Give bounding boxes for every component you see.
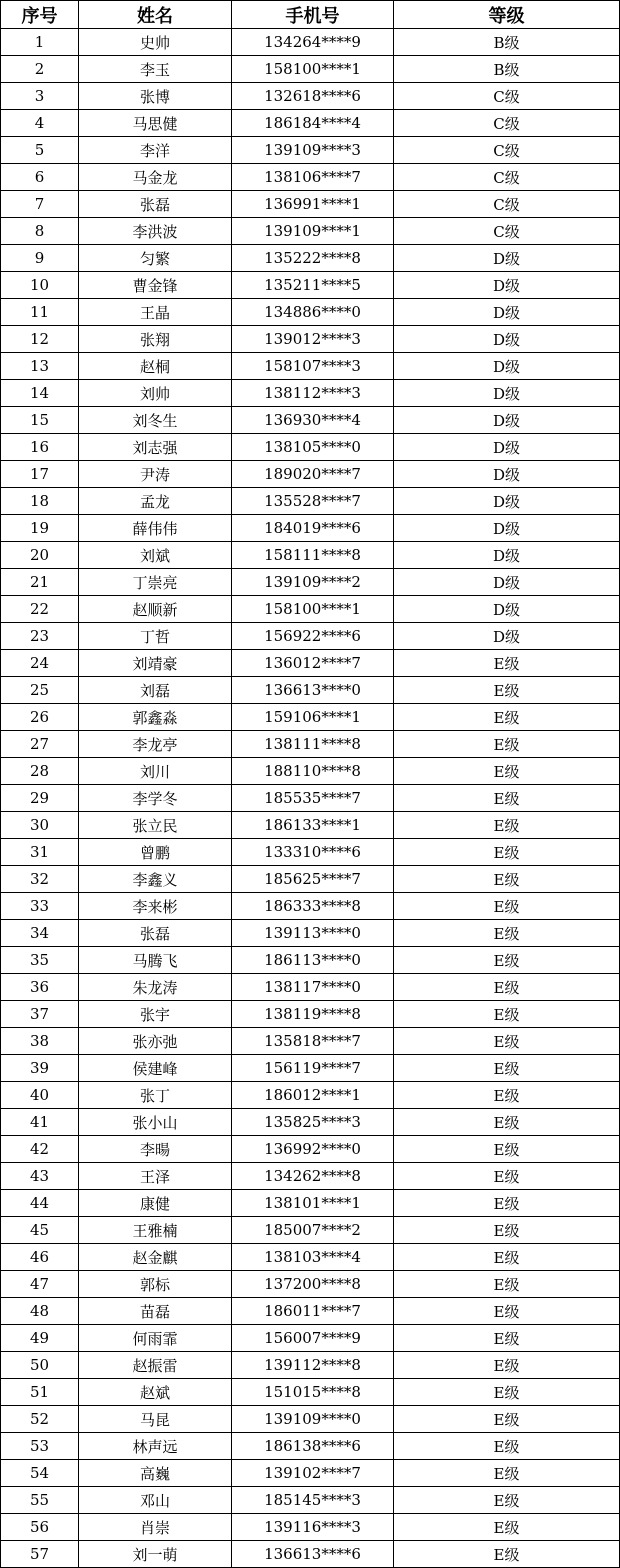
table-row [1, 1055, 620, 1082]
cell-phone: 186012****1 [232, 1082, 394, 1109]
cell-name: 赵桐 [79, 353, 232, 380]
cell-name: 刘川 [79, 758, 232, 785]
cell-level: E级 [394, 1298, 620, 1325]
table-row [1, 1136, 620, 1163]
table-row [1, 1163, 620, 1190]
cell-level: E级 [394, 1190, 620, 1217]
cell-name: 刘志强 [79, 434, 232, 461]
cell-name: 邓山 [79, 1487, 232, 1514]
cell-name: 张立民 [79, 812, 232, 839]
cell-level: E级 [394, 974, 620, 1001]
cell-phone: 186133****1 [232, 812, 394, 839]
table-row [1, 272, 620, 299]
cell-phone: 136991****1 [232, 191, 394, 218]
cell-index: 21 [1, 569, 79, 596]
cell-index: 35 [1, 947, 79, 974]
cell-index: 2 [1, 56, 79, 83]
cell-phone: 151015****8 [232, 1379, 394, 1406]
cell-phone: 188110****8 [232, 758, 394, 785]
cell-name: 何雨霏 [79, 1325, 232, 1352]
cell-phone: 186113****0 [232, 947, 394, 974]
cell-name: 马金龙 [79, 164, 232, 191]
cell-level: E级 [394, 758, 620, 785]
table-row [1, 704, 620, 731]
cell-name: 高巍 [79, 1460, 232, 1487]
cell-name: 林声远 [79, 1433, 232, 1460]
cell-phone: 186184****4 [232, 110, 394, 137]
cell-index: 51 [1, 1379, 79, 1406]
cell-level: D级 [394, 407, 620, 434]
cell-phone: 138117****0 [232, 974, 394, 1001]
cell-phone: 138103****4 [232, 1244, 394, 1271]
table-row [1, 515, 620, 542]
cell-level: E级 [394, 893, 620, 920]
cell-phone: 158100****1 [232, 596, 394, 623]
header-row [1, 1, 620, 29]
cell-level: E级 [394, 1217, 620, 1244]
cell-level: E级 [394, 1109, 620, 1136]
cell-level: E级 [394, 1406, 620, 1433]
cell-phone: 135528****7 [232, 488, 394, 515]
cell-phone: 185007****2 [232, 1217, 394, 1244]
cell-level: D级 [394, 623, 620, 650]
cell-name: 张博 [79, 83, 232, 110]
cell-index: 42 [1, 1136, 79, 1163]
cell-index: 17 [1, 461, 79, 488]
cell-level: B级 [394, 29, 620, 56]
cell-index: 13 [1, 353, 79, 380]
cell-phone: 136613****0 [232, 677, 394, 704]
cell-phone: 138101****1 [232, 1190, 394, 1217]
cell-index: 5 [1, 137, 79, 164]
cell-name: 薛伟伟 [79, 515, 232, 542]
cell-index: 38 [1, 1028, 79, 1055]
cell-name: 苗磊 [79, 1298, 232, 1325]
cell-phone: 139102****7 [232, 1460, 394, 1487]
cell-index: 56 [1, 1514, 79, 1541]
table-row [1, 1541, 620, 1568]
cell-phone: 139116****3 [232, 1514, 394, 1541]
cell-index: 12 [1, 326, 79, 353]
cell-phone: 185145****3 [232, 1487, 394, 1514]
cell-level: E级 [394, 677, 620, 704]
cell-phone: 135222****8 [232, 245, 394, 272]
table-row [1, 1082, 620, 1109]
table-row [1, 461, 620, 488]
table-row [1, 407, 620, 434]
cell-index: 22 [1, 596, 79, 623]
cell-level: D级 [394, 326, 620, 353]
cell-index: 25 [1, 677, 79, 704]
cell-phone: 135825****3 [232, 1109, 394, 1136]
table-row [1, 218, 620, 245]
cell-index: 48 [1, 1298, 79, 1325]
cell-level: D级 [394, 353, 620, 380]
cell-phone: 136930****4 [232, 407, 394, 434]
cell-index: 9 [1, 245, 79, 272]
table-row [1, 1271, 620, 1298]
cell-index: 31 [1, 839, 79, 866]
table-row [1, 1352, 620, 1379]
cell-name: 马腾飞 [79, 947, 232, 974]
cell-level: E级 [394, 1379, 620, 1406]
table-row [1, 83, 620, 110]
cell-level: E级 [394, 839, 620, 866]
cell-level: C级 [394, 137, 620, 164]
cell-level: D级 [394, 515, 620, 542]
cell-name: 张磊 [79, 920, 232, 947]
cell-phone: 185625****7 [232, 866, 394, 893]
cell-index: 1 [1, 29, 79, 56]
table-row [1, 434, 620, 461]
cell-phone: 139112****8 [232, 1352, 394, 1379]
cell-name: 王晶 [79, 299, 232, 326]
cell-phone: 134886****0 [232, 299, 394, 326]
cell-phone: 135211****5 [232, 272, 394, 299]
cell-level: E级 [394, 1136, 620, 1163]
cell-name: 张翔 [79, 326, 232, 353]
cell-index: 34 [1, 920, 79, 947]
cell-name: 李洪波 [79, 218, 232, 245]
cell-index: 49 [1, 1325, 79, 1352]
cell-level: E级 [394, 1541, 620, 1568]
cell-index: 16 [1, 434, 79, 461]
cell-phone: 156007****9 [232, 1325, 394, 1352]
cell-index: 53 [1, 1433, 79, 1460]
cell-name: 肖崇 [79, 1514, 232, 1541]
cell-level: E级 [394, 812, 620, 839]
table-row [1, 920, 620, 947]
cell-index: 10 [1, 272, 79, 299]
cell-name: 刘一萌 [79, 1541, 232, 1568]
cell-name: 李龙亭 [79, 731, 232, 758]
table-row [1, 137, 620, 164]
table-row [1, 731, 620, 758]
cell-phone: 156922****6 [232, 623, 394, 650]
cell-phone: 138111****8 [232, 731, 394, 758]
cell-level: E级 [394, 1460, 620, 1487]
cell-level: E级 [394, 1055, 620, 1082]
cell-index: 40 [1, 1082, 79, 1109]
cell-name: 张小山 [79, 1109, 232, 1136]
header-index: 序号 [1, 1, 79, 29]
cell-index: 44 [1, 1190, 79, 1217]
table-row [1, 353, 620, 380]
cell-phone: 186011****7 [232, 1298, 394, 1325]
cell-index: 15 [1, 407, 79, 434]
cell-index: 37 [1, 1001, 79, 1028]
table-row [1, 326, 620, 353]
cell-name: 李来彬 [79, 893, 232, 920]
cell-level: E级 [394, 650, 620, 677]
cell-index: 11 [1, 299, 79, 326]
cell-level: D级 [394, 299, 620, 326]
table-row [1, 191, 620, 218]
cell-phone: 134262****8 [232, 1163, 394, 1190]
cell-index: 50 [1, 1352, 79, 1379]
cell-phone: 139109****0 [232, 1406, 394, 1433]
table-row [1, 1379, 620, 1406]
cell-level: D级 [394, 245, 620, 272]
cell-level: D级 [394, 596, 620, 623]
cell-index: 3 [1, 83, 79, 110]
cell-index: 33 [1, 893, 79, 920]
cell-name: 史帅 [79, 29, 232, 56]
table-row [1, 164, 620, 191]
table-row [1, 542, 620, 569]
cell-level: E级 [394, 1325, 620, 1352]
cell-name: 张亦弛 [79, 1028, 232, 1055]
cell-level: E级 [394, 947, 620, 974]
cell-level: E级 [394, 1433, 620, 1460]
cell-phone: 158100****1 [232, 56, 394, 83]
cell-index: 24 [1, 650, 79, 677]
cell-level: E级 [394, 866, 620, 893]
cell-index: 52 [1, 1406, 79, 1433]
cell-phone: 139109****1 [232, 218, 394, 245]
cell-index: 57 [1, 1541, 79, 1568]
cell-name: 李玉 [79, 56, 232, 83]
cell-name: 张丁 [79, 1082, 232, 1109]
cell-level: B级 [394, 56, 620, 83]
cell-index: 4 [1, 110, 79, 137]
cell-phone: 135818****7 [232, 1028, 394, 1055]
cell-level: C级 [394, 83, 620, 110]
cell-level: E级 [394, 1001, 620, 1028]
cell-index: 36 [1, 974, 79, 1001]
table-row [1, 380, 620, 407]
cell-phone: 136992****0 [232, 1136, 394, 1163]
header-name: 姓名 [79, 1, 232, 29]
cell-level: E级 [394, 785, 620, 812]
table-row [1, 1433, 620, 1460]
cell-index: 47 [1, 1271, 79, 1298]
cell-phone: 138112****3 [232, 380, 394, 407]
cell-name: 刘帅 [79, 380, 232, 407]
table-row [1, 29, 620, 56]
cell-level: E级 [394, 1244, 620, 1271]
cell-name: 赵金麒 [79, 1244, 232, 1271]
cell-phone: 136012****7 [232, 650, 394, 677]
table-row [1, 299, 620, 326]
cell-level: E级 [394, 1487, 620, 1514]
cell-index: 26 [1, 704, 79, 731]
cell-name: 丁哲 [79, 623, 232, 650]
table-row [1, 866, 620, 893]
cell-index: 27 [1, 731, 79, 758]
table-row [1, 1325, 620, 1352]
cell-phone: 139012****3 [232, 326, 394, 353]
cell-index: 18 [1, 488, 79, 515]
cell-name: 李学冬 [79, 785, 232, 812]
cell-name: 赵斌 [79, 1379, 232, 1406]
cell-name: 刘冬生 [79, 407, 232, 434]
cell-level: E级 [394, 1514, 620, 1541]
table-row [1, 1109, 620, 1136]
cell-phone: 134264****9 [232, 29, 394, 56]
cell-phone: 138106****7 [232, 164, 394, 191]
cell-phone: 156119****7 [232, 1055, 394, 1082]
table-row [1, 1487, 620, 1514]
table-row [1, 623, 620, 650]
cell-level: C级 [394, 110, 620, 137]
cell-name: 李鑫义 [79, 866, 232, 893]
cell-level: E级 [394, 1271, 620, 1298]
table-row [1, 1217, 620, 1244]
cell-name: 马昆 [79, 1406, 232, 1433]
cell-level: D级 [394, 380, 620, 407]
cell-index: 45 [1, 1217, 79, 1244]
cell-name: 孟龙 [79, 488, 232, 515]
cell-name: 匀繁 [79, 245, 232, 272]
table-row [1, 812, 620, 839]
cell-index: 14 [1, 380, 79, 407]
cell-phone: 137200****8 [232, 1271, 394, 1298]
table-row [1, 1190, 620, 1217]
cell-name: 郭鑫淼 [79, 704, 232, 731]
table-row [1, 596, 620, 623]
table-row [1, 56, 620, 83]
cell-index: 55 [1, 1487, 79, 1514]
cell-index: 8 [1, 218, 79, 245]
cell-level: E级 [394, 920, 620, 947]
table-row [1, 947, 620, 974]
cell-phone: 185535****7 [232, 785, 394, 812]
cell-phone: 139109****3 [232, 137, 394, 164]
table-row [1, 488, 620, 515]
cell-name: 郭标 [79, 1271, 232, 1298]
cell-level: D级 [394, 542, 620, 569]
cell-index: 19 [1, 515, 79, 542]
cell-name: 刘靖豪 [79, 650, 232, 677]
table-row [1, 1001, 620, 1028]
cell-name: 尹涛 [79, 461, 232, 488]
table-row [1, 758, 620, 785]
cell-name: 马思健 [79, 110, 232, 137]
header-phone: 手机号 [232, 1, 394, 29]
cell-phone: 139113****0 [232, 920, 394, 947]
cell-name: 刘斌 [79, 542, 232, 569]
cell-index: 30 [1, 812, 79, 839]
cell-index: 39 [1, 1055, 79, 1082]
cell-name: 曾鹏 [79, 839, 232, 866]
table-row [1, 1244, 620, 1271]
cell-name: 曹金锋 [79, 272, 232, 299]
cell-index: 41 [1, 1109, 79, 1136]
table-row [1, 785, 620, 812]
table-row [1, 650, 620, 677]
table-row [1, 1298, 620, 1325]
cell-phone: 138119****8 [232, 1001, 394, 1028]
cell-name: 赵振雷 [79, 1352, 232, 1379]
cell-level: E级 [394, 704, 620, 731]
cell-phone: 186333****8 [232, 893, 394, 920]
table-row [1, 1406, 620, 1433]
cell-phone: 132618****6 [232, 83, 394, 110]
cell-level: D级 [394, 461, 620, 488]
table-row [1, 893, 620, 920]
cell-index: 43 [1, 1163, 79, 1190]
cell-index: 20 [1, 542, 79, 569]
cell-level: C级 [394, 191, 620, 218]
cell-name: 朱龙涛 [79, 974, 232, 1001]
table-row [1, 677, 620, 704]
cell-index: 29 [1, 785, 79, 812]
cell-level: D级 [394, 434, 620, 461]
table-row [1, 245, 620, 272]
cell-name: 王雅楠 [79, 1217, 232, 1244]
cell-level: E级 [394, 1163, 620, 1190]
table-row [1, 839, 620, 866]
table-row [1, 974, 620, 1001]
cell-name: 赵顺新 [79, 596, 232, 623]
cell-index: 54 [1, 1460, 79, 1487]
table-row [1, 1028, 620, 1055]
table-row [1, 569, 620, 596]
cell-name: 王泽 [79, 1163, 232, 1190]
cell-name: 侯建峰 [79, 1055, 232, 1082]
cell-name: 张宇 [79, 1001, 232, 1028]
cell-name: 张磊 [79, 191, 232, 218]
cell-name: 李洋 [79, 137, 232, 164]
cell-name: 康健 [79, 1190, 232, 1217]
cell-name: 刘磊 [79, 677, 232, 704]
cell-index: 7 [1, 191, 79, 218]
cell-name: 李暘 [79, 1136, 232, 1163]
cell-level: E级 [394, 1082, 620, 1109]
table-row [1, 110, 620, 137]
cell-level: C级 [394, 218, 620, 245]
cell-phone: 138105****0 [232, 434, 394, 461]
table-body [1, 29, 620, 1568]
cell-level: D级 [394, 488, 620, 515]
cell-index: 28 [1, 758, 79, 785]
cell-level: E级 [394, 1352, 620, 1379]
cell-name: 丁崇亮 [79, 569, 232, 596]
cell-phone: 158111****8 [232, 542, 394, 569]
cell-phone: 189020****7 [232, 461, 394, 488]
cell-level: E级 [394, 731, 620, 758]
cell-index: 46 [1, 1244, 79, 1271]
cell-level: D级 [394, 569, 620, 596]
cell-phone: 133310****6 [232, 839, 394, 866]
cell-index: 32 [1, 866, 79, 893]
cell-index: 23 [1, 623, 79, 650]
table-row [1, 1514, 620, 1541]
cell-phone: 184019****6 [232, 515, 394, 542]
header-level: 等级 [394, 1, 620, 29]
cell-phone: 158107****3 [232, 353, 394, 380]
cell-index: 6 [1, 164, 79, 191]
cell-phone: 186138****6 [232, 1433, 394, 1460]
cell-phone: 139109****2 [232, 569, 394, 596]
cell-level: C级 [394, 164, 620, 191]
cell-level: D级 [394, 272, 620, 299]
cell-phone: 136613****6 [232, 1541, 394, 1568]
table-row [1, 1460, 620, 1487]
cell-phone: 159106****1 [232, 704, 394, 731]
cell-level: E级 [394, 1028, 620, 1055]
